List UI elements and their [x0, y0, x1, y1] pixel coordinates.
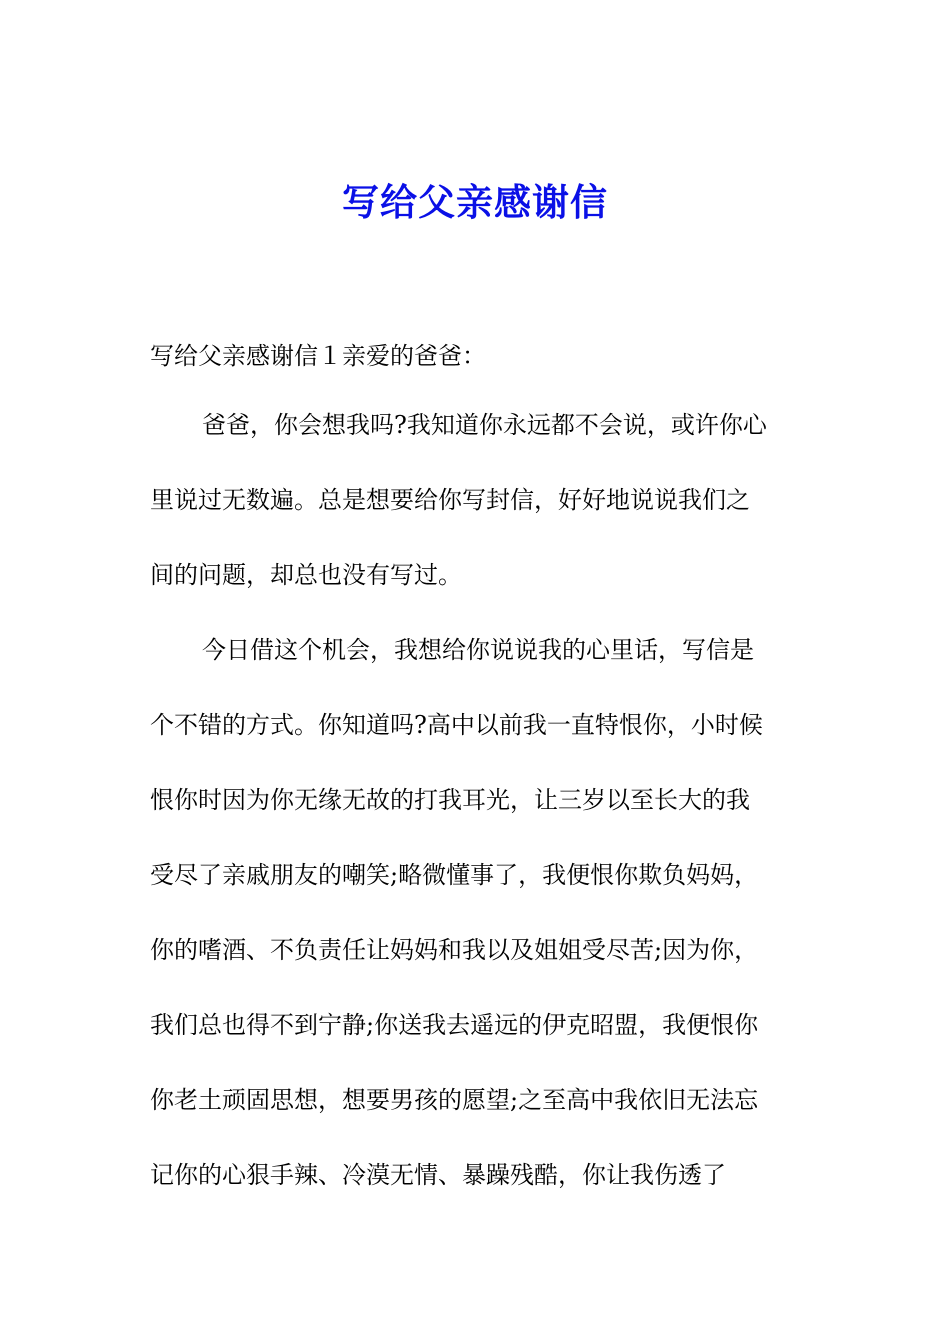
body-line: 记你的心狠手辣、冷漠无情、暴躁残酷，你让我伤透了: [150, 1161, 726, 1189]
body-line: 恨你时因为你无缘无故的打我耳光，让三岁以至长大的我: [150, 786, 750, 814]
body-line: 受尽了亲戚朋友的嘲笑;略微懂事了，我便恨你欺负妈妈，: [150, 861, 759, 889]
body-line: 今日借这个机会，我想给你说说我的心里话，写信是: [202, 636, 754, 664]
body-line: 间的问题，却总也没有写过。: [150, 561, 462, 589]
body-line: 你的嗜酒、不负责任让妈妈和我以及姐姐受尽苦;因为你，: [150, 936, 759, 964]
document-title: 写给父亲感谢信: [342, 180, 608, 224]
body-line: 个不错的方式。你知道吗?高中以前我一直特恨你，小时候: [150, 711, 763, 739]
body-line: 我们总也得不到宁静;你送我去遥远的伊克昭盟，我便恨你: [150, 1011, 759, 1039]
body-line: 里说过无数遍。总是想要给你写封信，好好地说说我们之: [150, 486, 750, 514]
body-line: 写给父亲感谢信１亲爱的爸爸：: [150, 342, 486, 370]
body-line: 你老土顽固思想，想要男孩的愿望;之至高中我依旧无法忘: [150, 1086, 759, 1114]
body-line: 爸爸，你会想我吗?我知道你永远都不会说，或许你心: [202, 411, 767, 439]
